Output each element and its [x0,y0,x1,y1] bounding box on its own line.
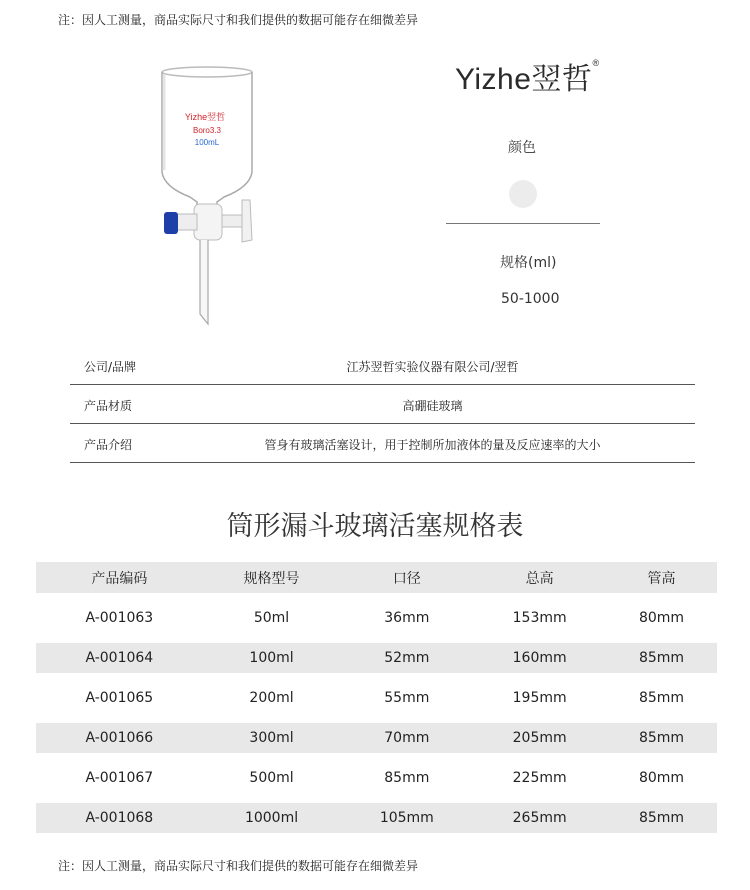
column-header: 规格型号 [203,562,341,593]
table-cell: 55mm [384,690,430,706]
info-value: 江苏翌哲实验仪器有限公司/翌哲 [346,360,519,374]
product-label-brand: Yizhe翌哲 [184,112,226,122]
product-label-volume: 100mL [194,138,220,147]
spec-option[interactable]: 50-1000 [501,291,560,307]
info-value: 管身有玻璃活塞设计，用于控制所加液体的量及反应速率的大小 [264,438,601,452]
table-cell: 205mm [473,723,606,753]
info-key: 公司/品牌 [84,360,137,374]
spec-table-title: 筒形漏斗玻璃活塞规格表 [226,511,524,542]
info-row-material [70,385,695,424]
funnel-product-image [150,62,280,332]
table-cell: 52mm [340,643,473,673]
column-header: 产品编码 [36,562,203,593]
table-cell: 225mm [512,770,567,786]
table-header-row [36,562,717,593]
column-header: 管高 [606,562,717,593]
product-label-material: Boro3.3 [192,126,222,135]
table-cell: 85mm [606,803,717,833]
table-cell: 265mm [473,803,606,833]
product-info-table [70,346,695,463]
color-label: 颜色 [508,140,536,156]
table-cell: 500ml [249,770,294,786]
table-row [36,723,717,753]
info-row-brand [70,346,695,385]
table-cell: 80mm [638,770,685,786]
brand-logo [455,54,600,98]
table-cell: A-001063 [85,610,154,626]
table-cell: A-001068 [36,803,203,833]
table-row [36,643,717,673]
spec-table [36,562,717,833]
registered-mark: ® [592,58,600,68]
table-cell: 1000ml [203,803,341,833]
measurement-note-top: 注：因人工测量，商品实际尺寸和我们提供的数据可能存在细微差异 [58,13,419,27]
table-cell: A-001067 [85,770,154,786]
table-cell: 300ml [203,723,341,753]
table-cell: 50ml [253,610,290,626]
table-cell: 153mm [512,610,567,626]
table-row [36,673,717,723]
info-row-intro [70,424,695,463]
table-row [36,753,717,803]
table-cell: 195mm [512,690,567,706]
table-cell: 105mm [340,803,473,833]
info-key: 产品材质 [84,399,133,413]
brand-name: Yizhe翌哲 [455,63,593,96]
column-header: 总高 [473,562,606,593]
table-cell: 80mm [638,610,685,626]
table-cell: 36mm [384,610,430,626]
info-value: 高硼硅玻璃 [402,399,463,413]
table-cell: 200ml [249,690,294,706]
column-header: 口径 [340,562,473,593]
table-cell: 160mm [473,643,606,673]
table-row [36,803,717,833]
table-cell: A-001066 [36,723,203,753]
spec-label: 规格(ml) [500,255,557,271]
table-cell: 85mm [606,723,717,753]
table-row [36,593,717,643]
divider [446,223,600,224]
table-cell: 85mm [638,690,685,706]
table-cell: 100ml [203,643,341,673]
info-key: 产品介绍 [84,438,133,452]
measurement-note-bottom: 注：因人工测量，商品实际尺寸和我们提供的数据可能存在细微差异 [58,859,419,873]
table-cell: A-001065 [85,690,154,706]
table-cell: A-001064 [36,643,203,673]
table-cell: 70mm [340,723,473,753]
table-cell: 85mm [606,643,717,673]
color-swatch[interactable] [509,180,537,208]
table-cell: 85mm [384,770,430,786]
